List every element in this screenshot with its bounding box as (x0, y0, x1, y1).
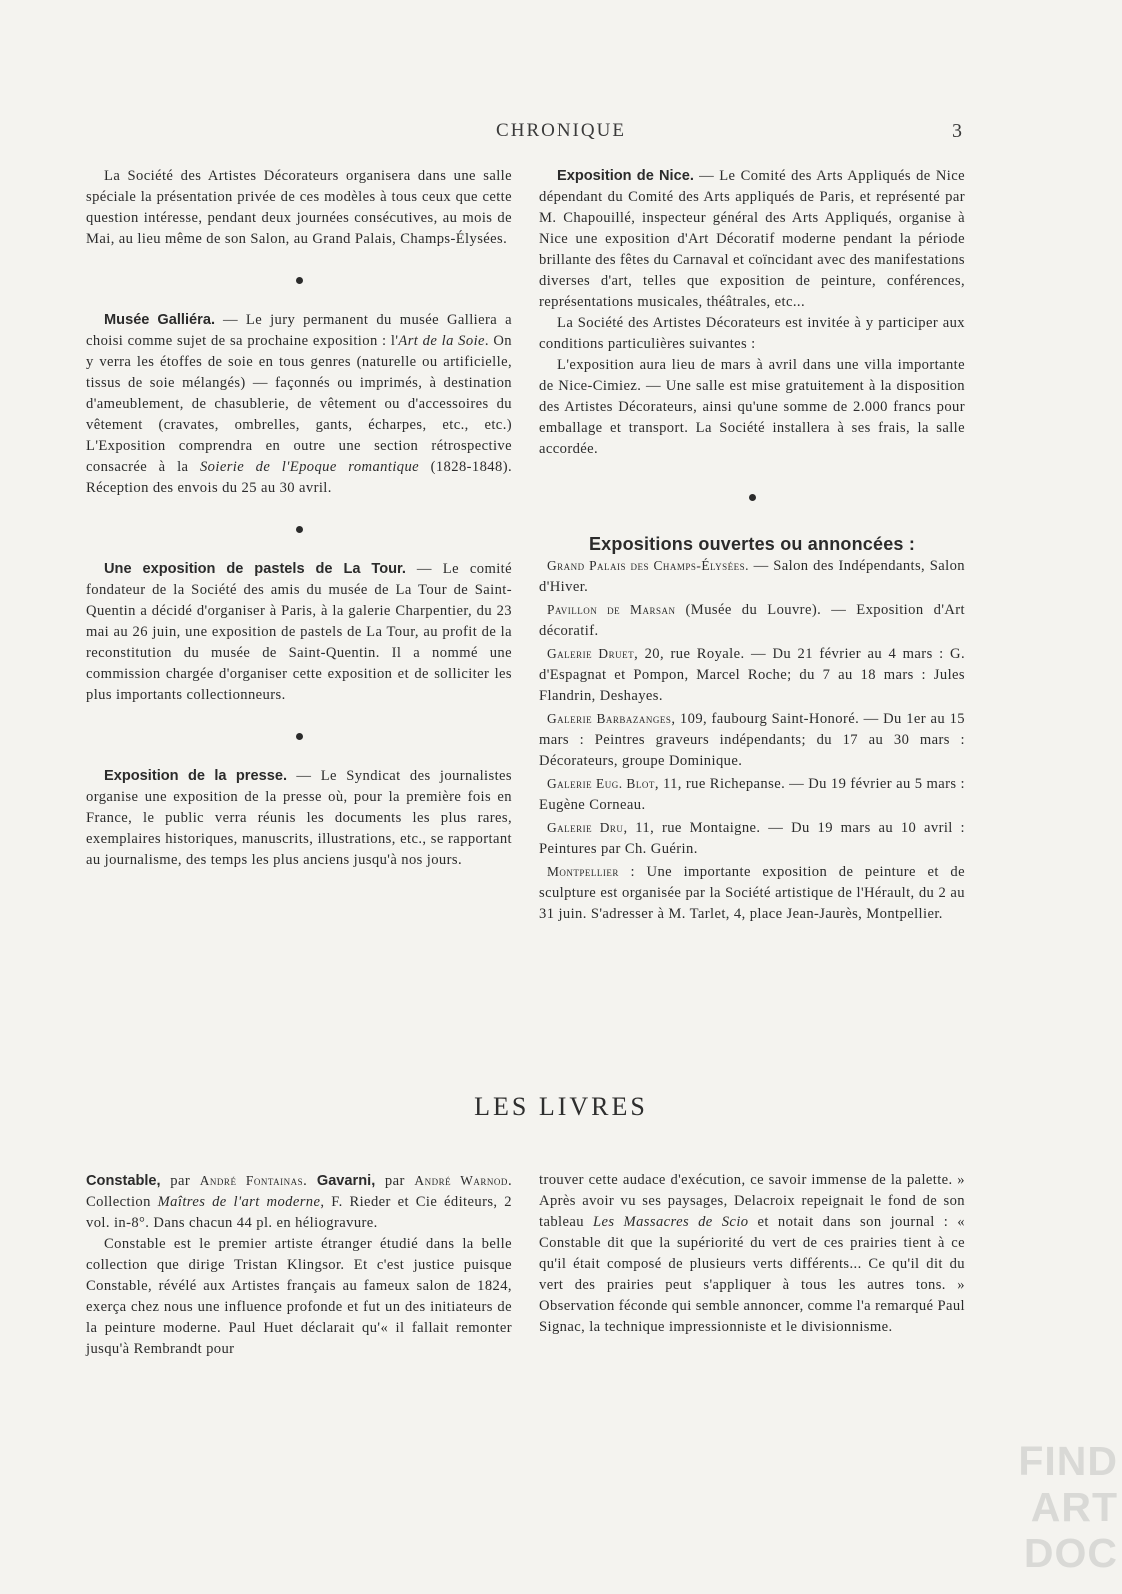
livres-paragraph-constable: Constable est le premier artiste étranger étudié dans la belle collection que dirige Tristan Klingsor. Et c'est justice puisque Constable, révélé aux Artistes français au fameux salon de 1824, exerça chez nous une influence profonde et fut un des initiateurs de la peinture moderne. Paul Huet déclarait qu'« il fallait remonter jusqu'à Rembrandt pour (86, 1236, 512, 1357)
exposition-item (539, 555, 965, 598)
societe-intro-paragraph: La Société des Artistes Décorateurs organisera dans une salle spéciale la présentation privée de ces modèles à tous ceux que cette question intéresse, pendant deux journées consécutives, au mois de Mai, au lieu même de son Salon, au Grand Palais, Champs-Élysées. (86, 168, 512, 247)
exposition-item (539, 643, 965, 707)
presse-heading: Exposition de la presse. (104, 768, 288, 784)
livres-left-column (86, 1170, 512, 1360)
exposition-details: , 11, rue Montaigne. — Du 19 mars au 10 avril : Peintures par Ch. Guérin. (539, 820, 965, 857)
galliera-heading: Musée Galliéra. (104, 312, 215, 328)
exposition-venue: Galerie Druet (547, 646, 635, 661)
latour-paragraph: Une exposition de pastels de La Tour. — Le comité fondateur de la Société des amis du musée de La Tour de Saint-Quentin a décidé d'organiser à Paris, à la galerie Charpentier, du 23 mai au 26 juin, une exposition de pastels de La Tour, au profit de la reconstitution du musée de Saint-Quentin. Il a nommé une commission chargée d'organiser cette exposition et de solliciter les plus importants collectionneurs. (86, 561, 512, 703)
exposition-venue: Grand Palais des Champs-Élysées. (547, 558, 749, 573)
livres-reference: Constable, par André Fontainas. Gavarni, par André Warnod. Collection Maîtres de l'art moderne, F. Rieder et Cie éditeurs, 2 vol. in-8°. Dans chacun 44 pl. en héliogravure. (86, 1173, 512, 1231)
separator-dot (296, 526, 303, 533)
findartdoc-watermark-logo: FIND ART DOC (1018, 1438, 1118, 1576)
exposition-item (539, 817, 965, 860)
exposition-item (539, 599, 965, 642)
exposition-venue: Galerie Eug. Blot (547, 776, 655, 791)
exposition-venue: Pavillon de Marsan (547, 602, 676, 617)
separator-dot (749, 494, 756, 501)
expositions-list (539, 555, 965, 925)
separator (539, 460, 965, 534)
separator-dot (296, 733, 303, 740)
exposition-details: , 11, rue Richepanse. — Du 19 février au 5 mars : Eugène Corneau. (539, 776, 965, 813)
presse-paragraph: Exposition de la presse. — Le Syndicat des journalistes organise une exposition de la presse où, pour la première fois en France, le public verra réunis les documents les plus rares, exemplaires historiques, manuscrits, illustrations, etc., se rapportant au journalisme, des temps les plus anciens jusqu'à nos jours. (86, 768, 513, 868)
latour-heading: Une exposition de pastels de La Tour. (104, 561, 406, 577)
separator (86, 250, 512, 310)
separator (86, 499, 512, 559)
exposition-venue: Galerie Barbazanges (547, 711, 672, 726)
nice-paragraph: Exposition de Nice. — Le Comité des Arts Appliqués de Nice dépendant du Comité des Arts appliqués de Paris, et représenté par M. Chapouillé, inspecteur général des Arts Appliqués, organise à Nice une exposition d'Art Décoratif moderne pendant la période brillante des fêtes du Carnaval et coïncidant avec des manifestations diverses d'art, telles que exposition de peinture, conférences, représentations musicales, théâtrales, etc... (539, 168, 965, 310)
exposition-details: : Une importante exposition de peinture et de sculpture est organisée par la Société artistique de l'Hérault, du 2 au 31 juin. S'adresser à M. Tarlet, 4, place Jean-Jaurès, Montpellier. (539, 864, 965, 922)
separator-dot (296, 277, 303, 284)
nice-heading: Exposition de Nice. (557, 168, 694, 184)
livres-title: LES LIVRES (474, 1092, 648, 1121)
nice-paragraph-2: La Société des Artistes Décorateurs est invitée à y participer aux conditions particulières suivantes : (539, 315, 965, 352)
right-column (539, 166, 965, 926)
left-column (86, 166, 512, 871)
exposition-details: (Musée du Louvre). — Exposition d'Art décoratif. (539, 602, 965, 639)
exposition-details: , 109, faubourg Saint-Honoré. — Du 1er au 15 mars : Peintres graveurs indépendants; du 17 au 30 mars : Décorateurs, groupe Dominique. (539, 711, 965, 769)
exposition-details: — Salon des Indépendants, Salon d'Hiver. (539, 558, 965, 595)
galliera-paragraph: Musée Galliéra. — Le jury permanent du musée Galliera a choisi comme sujet de sa prochaine exposition : l'Art de la Soie. On y verra les étoffes de soie en tous genres (naturelle ou artificielle, tissus de soie mélangés) — façonnés ou imprimés, à destination d'ameublement, de chasublerie, de vêtement ou d'accessoires du vêtement (cravates, ombrelles, gants, écharpes, etc., etc.) L'Exposition comprendra en outre une section rétrospective consacrée à la Soierie de l'Epoque romantique (1828-1848). Réception des envois du 25 au 30 avril. (86, 312, 513, 496)
exposition-item (539, 773, 965, 816)
running-title: CHRONIQUE (496, 120, 626, 141)
page-header (0, 120, 1122, 150)
exposition-venue: Galerie Dru (547, 820, 624, 835)
livres-paragraph-delacroix: trouver cette audace d'exécution, ce savoir immense de la palette. » Après avoir vu ses paysages, Delacroix repeignait le fond de son tableau Les Massacres de Scio et notait dans son journal : « Constable dit que la supériorité du vert de ces prairies tient à ce qu'il était composé de plusieurs verts différents... Ce qu'il dit du vert des prairies peut s'appliquer à tous les autres tons. » Observation féconde qui semble annoncer, comme l'a remarqué Paul Signac, la technique impressionniste et le divisionnisme. (539, 1172, 966, 1335)
livres-right-column (539, 1170, 965, 1338)
exposition-item (539, 708, 965, 772)
expositions-title: Expositions ouvertes ou annoncées : (588, 534, 916, 554)
exposition-item (539, 861, 965, 925)
separator (86, 706, 512, 766)
nice-paragraph-3: L'exposition aura lieu de mars à avril dans une villa importante de Nice-Cimiez. — Une salle est mise gratuitement à la disposition des Artistes Décorateurs, ainsi qu'une somme de 2.000 francs pour emballage et transport. La Société installera à ses frais, la salle accordée. (539, 357, 965, 457)
exposition-venue: Montpellier (547, 864, 619, 879)
page-number: 3 (952, 120, 962, 142)
exposition-details: , 20, rue Royale. — Du 21 février au 4 mars : G. d'Espagnat et Pompon, Marcel Roche; du 7 au 18 mars : Jules Flandrin, Deshayes. (539, 646, 965, 704)
